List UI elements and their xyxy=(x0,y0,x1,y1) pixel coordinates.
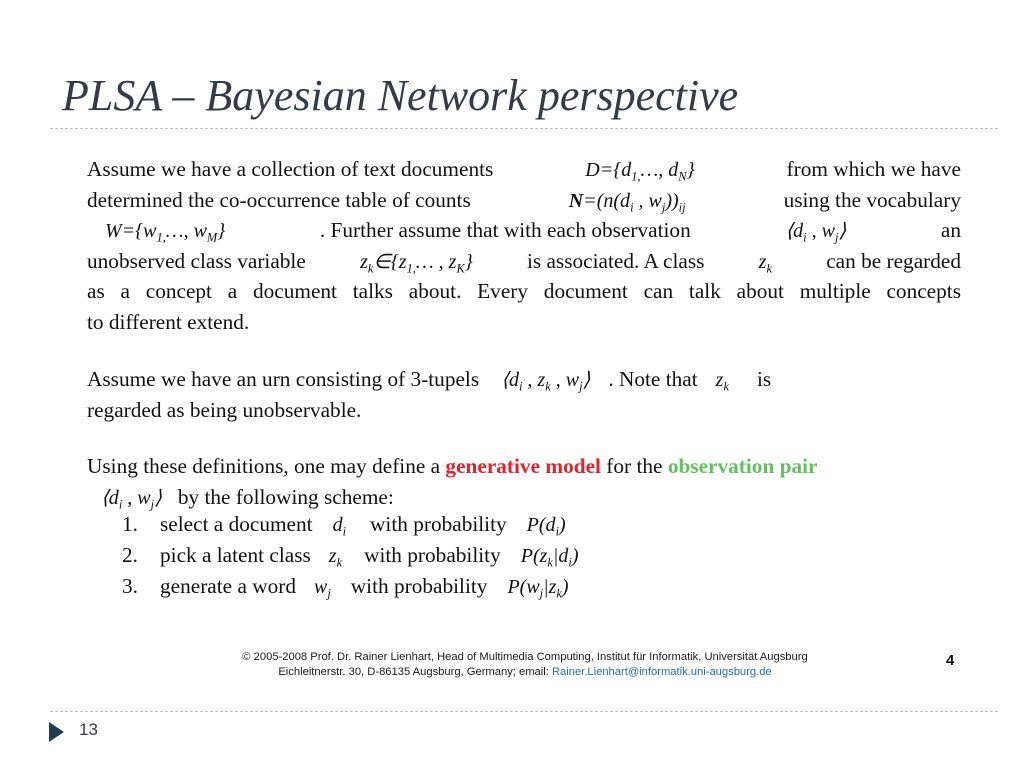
text-line: regarded as being unobservable. xyxy=(87,397,362,422)
text-line: unobserved class variable $z_k\in\{z_{1,}\dots$ , $z_K$} is associated. A class $z_k$ can be regarded xyxy=(87,246,961,277)
math-class-var: $z_k$ xyxy=(328,545,343,570)
text-line: $W=\{w_{1,}\dots$, $w_M$} . Further assume that with each observation $⟨d_i$ , $w_j⟩$ an xyxy=(87,215,961,246)
text-line: Assume we have an urn consisting of 3-tupels $⟨d_i$ , $z_k$ , $w_j⟩$ . Note that $z_k$ is xyxy=(87,364,961,395)
inner-page-number: 4 xyxy=(946,652,955,669)
math-doc-set: $D=\{d_{1,}\dots$, $d_N$} xyxy=(585,159,695,184)
text-line: as a concept a document talks about. Every document can talk about multiple concepts xyxy=(87,279,961,304)
list-item: 1. select a document $d_i$ with probability $P(d_i)$ xyxy=(122,512,566,539)
bottom-divider xyxy=(50,711,998,712)
text-line: to different extend. xyxy=(87,309,250,334)
math-observation: $⟨d_i$ , $w_j⟩$ xyxy=(785,220,847,245)
slide-number: 13 xyxy=(79,720,98,739)
text-line: Using these definitions, one may define a generative model for the observation pair xyxy=(87,451,961,482)
list-item: 2. pick a latent class $z_k$ with probability $P(z_k|d_i)$ xyxy=(122,543,579,570)
math-count-table: $N=(n(d_i$ , $w_j))_{ij}$ xyxy=(568,189,686,214)
page-title: PLSA – Bayesian Network perspective xyxy=(62,71,739,120)
paragraph-generative xyxy=(87,451,961,512)
math-tuple: $⟨d_i$ , $z_k$ , $w_j⟩$ xyxy=(501,369,591,394)
math-observation: $⟨d_i$ , $w_j⟩$ xyxy=(101,486,162,511)
math-prob: $P(d_i)$ xyxy=(526,514,566,539)
text-line: Assume we have a collection of text documents $D=\{d_{1,}\dots$, $d_N$} from which we have xyxy=(87,154,961,185)
math-class-var: $z_k$ xyxy=(715,369,729,394)
math-doc-var: $d_i$ xyxy=(332,514,347,539)
triangle-bullet-icon xyxy=(49,722,64,742)
math-class-var: $z_k$ xyxy=(758,250,772,276)
scheme-steps xyxy=(122,512,579,605)
paragraph-definitions xyxy=(87,154,961,338)
text-line: $⟨d_i$ , $w_j⟩$ by the following scheme: xyxy=(87,482,961,513)
math-vocabulary: $W=\{w_{1,}\dots$, $w_M$} xyxy=(105,220,226,245)
math-prob: $P(z_k|d_i)$ xyxy=(520,545,579,570)
highlight-observation-pair: observation pair xyxy=(667,454,818,478)
highlight-generative-model: generative model xyxy=(445,454,601,478)
text-line: determined the co-occurrence table of counts $N=(n(d_i$ , $w_j))_{ij}$ using the vocabulary xyxy=(87,185,961,216)
math-class-set: $z_k\in\{z_{1,}\dots$ , $z_K$} xyxy=(360,250,473,276)
paragraph-urn xyxy=(87,364,961,425)
math-word-var: $w_j$ xyxy=(314,576,331,601)
copyright-footer: © 2005-2008 Prof. Dr. Rainer Lienhart, Head of Multimedia Computing, Institut für Informatik, Universität Augsburg Eichleitnerstr. 30, D-86135 Augsburg, Germany; email: Rainer.Lienhart@informatik.uni-augsburg.de xyxy=(242,651,808,678)
math-prob: $P(w_j|z_k)$ xyxy=(507,576,569,601)
email-link[interactable]: Rainer.Lienhart@informatik.uni-augsburg.de xyxy=(551,666,772,678)
top-divider xyxy=(50,128,998,129)
list-item: 3. generate a word $w_j$ with probability $P(w_j|z_k)$ xyxy=(122,574,569,601)
